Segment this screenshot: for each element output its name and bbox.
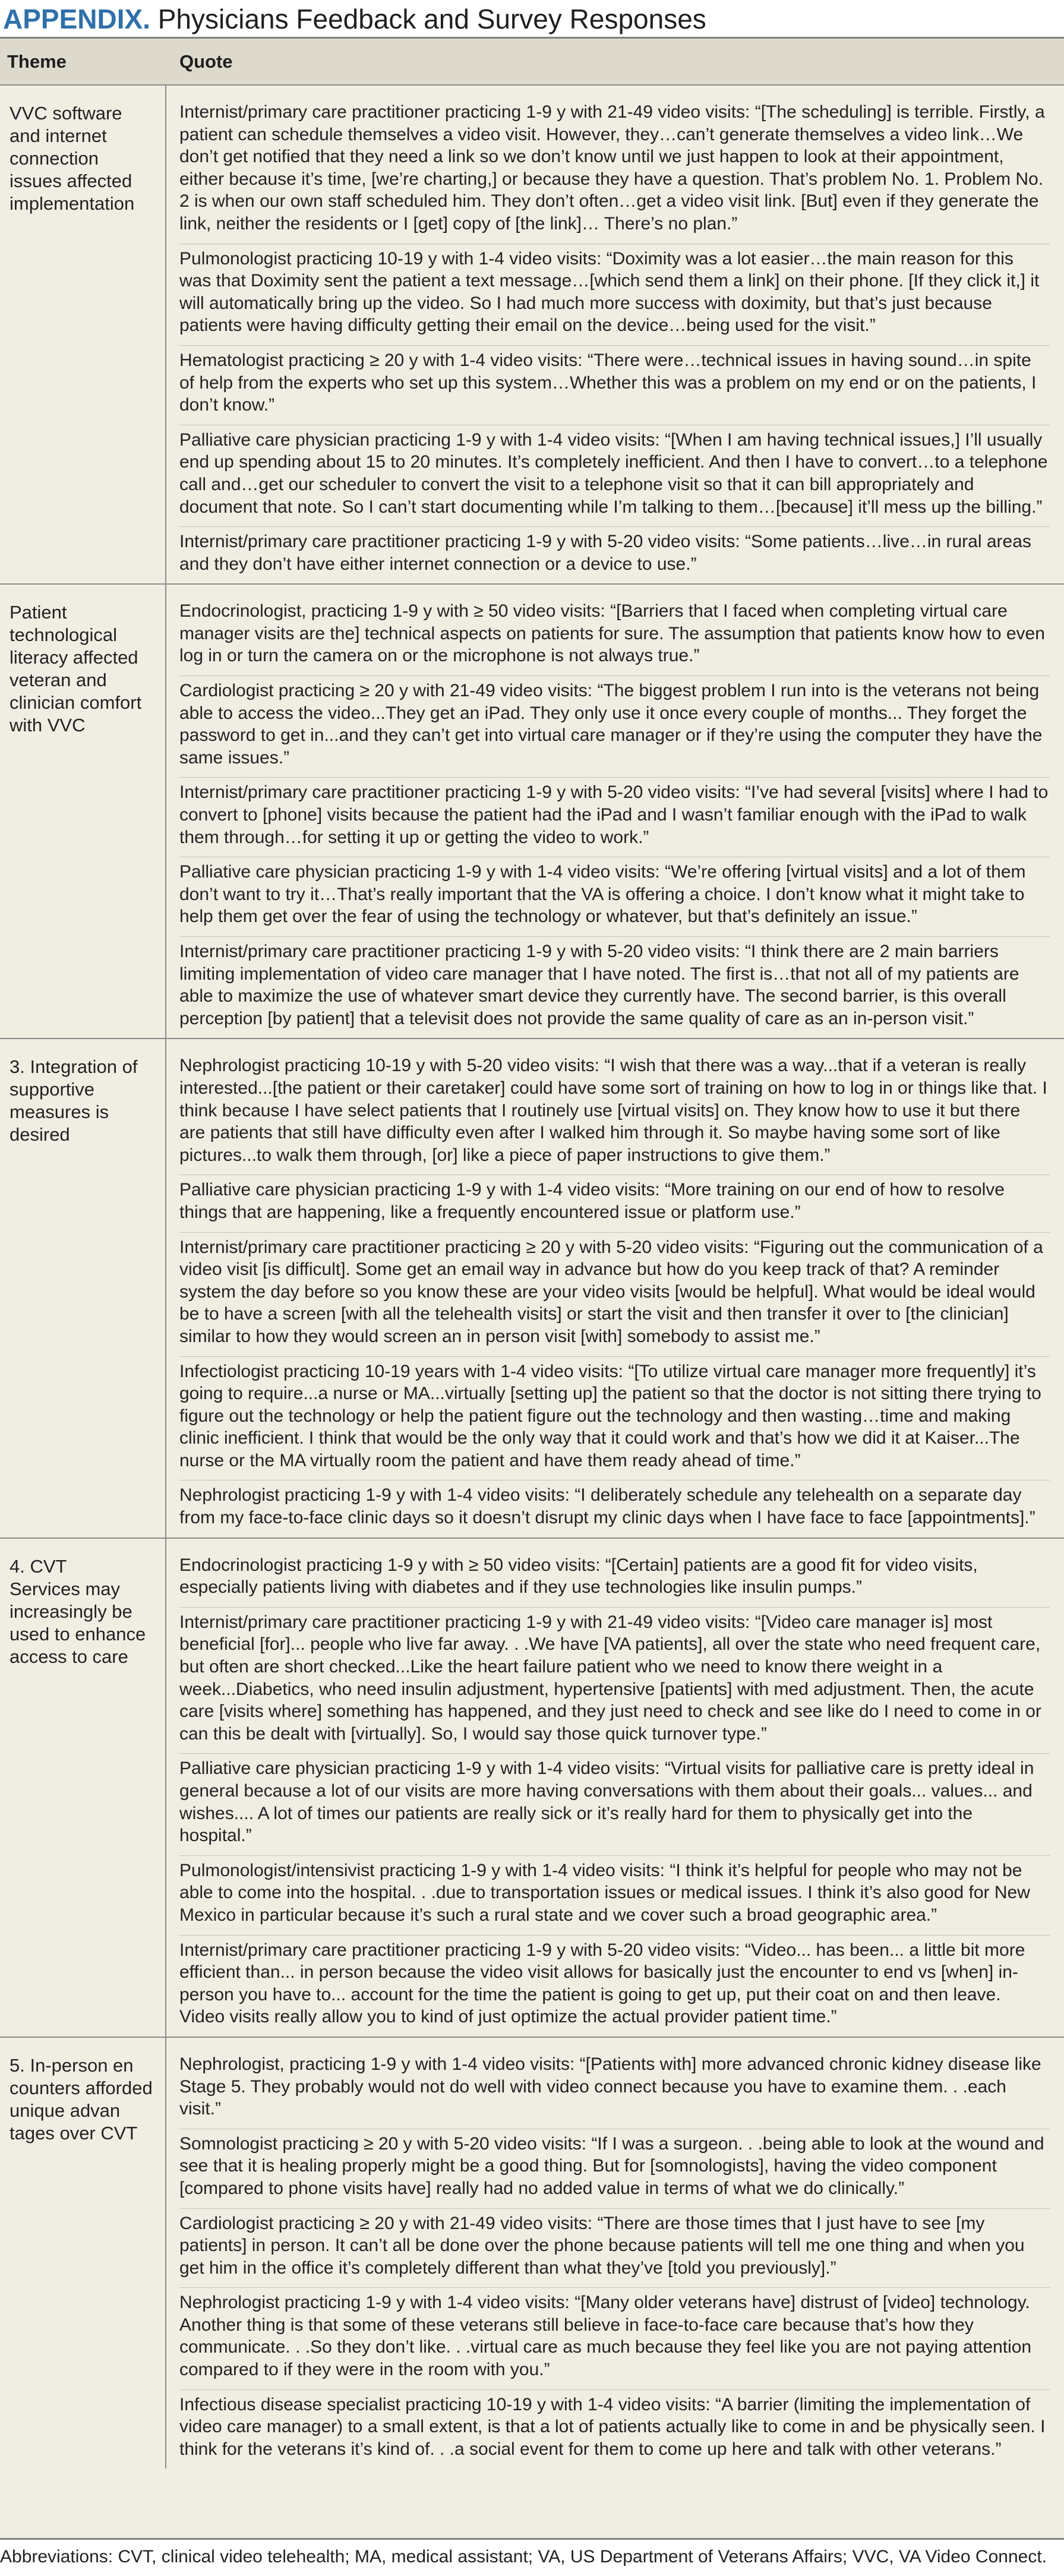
quote-text: Internist/primary care practitioner practicing ≥ 20 y with 5-20 video visits: “Figuring out the communication of a video visit [is difficult]. Some get an email way in advance but how do you keep track of that? A reminder system the day before so you know these are your video visits [would be helpful]. What would be ideal would be to have a screen [with all the telehealth visits] or start the visit and then transfer it over to [the clinician] similar to how they would screen an in person visit [with] somebody to assist me.”	[179, 1233, 1050, 1357]
theme-cell: 3. Integration of supportive measures is desired	[0, 1039, 166, 1537]
quote-text: Internist/primary care practitioner practicing 1-9 y with 5-20 video visits: “I’ve had several [visits] where I had to convert to [phone] visits because the patient had the iPad and I wasn’t familiar enough with the iPad to walk them through…for setting it up or getting the video to work.”	[179, 778, 1050, 857]
quotes-cell	[166, 86, 1064, 583]
table-row	[0, 2038, 1064, 2469]
quote-text: Cardiologist practicing ≥ 20 y with 21-49 video visits: “There are those times that I just have to see [my patients] in person. It can’t all be done over the phone because patients will tell me one thing and when you get him in the office it’s completely different than what they’ve [told you previously].”	[179, 2209, 1050, 2288]
quote-text: Palliative care physician practicing 1-9 y with 1-4 video visits: “[When I am having technical issues,] I’ll usually end up spending about 15 to 20 minutes. It’s completely inefficient. And then I have to convert…to a telephone call and…get our scheduler to convert the visit to a telephone visit so that it can bill appropriately and document that note. So I can’t start documenting while I’m talking to them…[because] it’ll mess up the billing.”	[179, 425, 1050, 527]
quotes-cell	[166, 585, 1064, 1038]
quote-text: Nephrologist, practicing 1-9 y with 1-4 video visits: “[Patients with] more advanced chronic kidney disease like Stage 5. They probably would not do well with video connect because you have to examine them. . .each visit.”	[179, 2050, 1050, 2129]
column-header-quote: Quote	[179, 50, 233, 72]
title-text: Physicians Feedback and Survey Responses	[157, 4, 706, 34]
quotes-cell	[166, 1039, 1064, 1537]
quotes-cell	[166, 2038, 1064, 2469]
table-row	[0, 585, 1064, 1039]
page-title	[3, 2, 706, 36]
table-row	[0, 1539, 1064, 2038]
quote-text: Internist/primary care practitioner practicing 1-9 y with 21-49 video visits: “[Video care manager is] most beneficial [for]... people who live far away. . .We have [VA patients], all over the state who need frequent care, but often are short checked...Like the heart failure patient who we need to know there weight in a week...Diabetics, who need insulin adjustment, hypertensive [patients] with med adjustment. Then, the acute care [visits where] something has happened, and they just need to check and see like do I need to come in or can this be dealt with [virtually]. So, I would say those quick turnover type.”	[179, 1608, 1050, 1754]
quote-text: Nephrologist practicing 1-9 y with 1-4 video visits: “[Many older veterans have] distrust of [video] technology. Another thing is that some of these veterans still believe in face-to-face care because that’s how they communicate. . .So they don’t like. . .virtual care as much because they feel like you are not paying attention compared to if they were in the room with you.”	[179, 2288, 1050, 2389]
table-header	[0, 39, 1064, 86]
quote-text: Palliative care physician practicing 1-9 y with 1-4 video visits: “Virtual visits for palliative care is pretty ideal in general because a lot of our visits are more having conversations with them about their goals... values... and wishes.... A lot of times our patients are really sick or it’s really hard for them to physically get into the hospital.”	[179, 1754, 1050, 1855]
quotes-cell	[166, 1539, 1064, 2037]
quote-text: Internist/primary care practitioner practicing 1-9 y with 5-20 video visits: “I think there are 2 main barriers limiting implementation of video care manager that I have noted. The first is…that not all of my patients are able to maximize the use of whatever smart device they currently have. The second barrier, is this overall perception [by patient] that a televisit does not provide the same quality of care as an in-person visit.”	[179, 942, 1019, 1028]
quote-text: Somnologist practicing ≥ 20 y with 5-20 video visits: “If I was a surgeon. . .being able to look at the wound and see that it is healing properly might be a good thing. But for [somnologists], having the video component [compared to phone visits have] really had no added value in terms of what we do clinically.”	[179, 2129, 1050, 2209]
theme-cell: 4. CVT Services may increasingly be used to enhance access to care	[0, 1539, 166, 2037]
quote-text: Endocrinologist, practicing 1-9 y with ≥ 50 video visits: “[Barriers that I faced when completing virtual care manager visits are the] technical aspects on patients for sure. The assumption that patients know how to even log in or turn the camera on or the microphone is not always true.”	[179, 596, 1050, 676]
theme-cell: Patient technological literacy affected veteran and clinician comfort with VVC	[0, 585, 166, 1038]
quote-text: Palliative care physician practicing 1-9 y with 1-4 video visits: “We’re offering [virtual visits] and a lot of them don’t want to try it…That’s really important that the VA is offering a choice. I don’t know what it might take to help them get over the fear of using the technology or whatever, but that’s definitely an issue.”	[179, 857, 1050, 937]
theme-cell: 5. In-person en counters afforded unique advan tages over CVT	[0, 2038, 166, 2469]
appendix-label: APPENDIX.	[3, 4, 150, 34]
table-body	[0, 86, 1064, 2468]
quote-text: Endocrinologist practicing 1-9 y with ≥ 50 video visits: “[Certain] patients are a good fit for video visits, especially patients living with diabetes and if they use technologies like insulin pumps.”	[179, 1551, 1050, 1608]
quote-text: Nephrologist practicing 1-9 y with 1-4 video visits: “I deliberately schedule any telehealth on a separate day from my face-to-face clinic days so it doesn’t disrupt my clinic days when I have face to face [appointments].”	[179, 1485, 1035, 1528]
quote-text: Infectiologist practicing 10-19 years with 1-4 video visits: “[To utilize virtual care manager more frequently] it’s going to require...a nurse or MA...virtually [setting up] the patient so that the doctor is not sitting there trying to figure out the technology or help the patient figure out the technology and then wasting…time and making clinic inefficient. I think that would be the only way that it could work and that’s how we did it at Kaiser...The nurse or the MA virtually room the patient and have them ready ahead of time.”	[179, 1357, 1050, 1481]
quote-text: Nephrologist practicing 10-19 y with 5-20 video visits: “I wish that there was a way...that if a veteran is really interested...[the patient or their caretaker] could have some sort of training on how to log in or things like that. I think because I have select patients that I routinely use [virtual visits] on. They know how to use it but there are patients that still have difficulty even after I walked him through it. So maybe having some sort of like pictures...to walk them through, [or] like a piece of paper instructions to give them.”	[179, 1051, 1050, 1175]
theme-cell: VVC software and internet connection issues affected implementation	[0, 86, 166, 583]
abbreviations-note: Abbreviations: CVT, clinical video telehealth; MA, medical assistant; VA, US Department of Veterans Affairs; VVC, VA Video Connect.	[0, 2547, 1047, 2566]
quote-text: Hematologist practicing ≥ 20 y with 1-4 video visits: “There were…technical issues in having sound…in spite of help from the experts who set up this system…Whether this was a problem on my end or on the patients, I don’t know.”	[179, 346, 1050, 425]
table-row	[0, 1039, 1064, 1538]
quote-text: Internist/primary care practitioner practicing 1-9 y with 5-20 video visits: “Some patients…live…in rural areas and they don’t have either internet connection or a device to use.”	[179, 532, 1031, 574]
quote-text: Internist/primary care practitioner practicing 1-9 y with 21-49 video visits: “[The scheduling] is terrible. Firstly, a patient can schedule themselves a video visit. However, they…can’t generate themselves a video link…We don’t get notified that they need a link so we don’t know until we just happen to look at their appointment, either because it’s time, [we’re charting,] or because they have a question. That’s problem No. 1. Problem No. 2 is when our own staff scheduled him. They don’t often…get a video visit link. [But] even if they generate the link, neither the residents or I [get] copy of [the link]… There’s no plan.”	[179, 97, 1050, 244]
quote-text: Pulmonologist practicing 10-19 y with 1-4 video visits: “Doximity was a lot easier…the main reason for this was that Doximity sent the patient a text message…[which send them a link] on their phone. [If they click it,] it will automatically bring up the video. So I had much more success with doximity, but that’s just because patients were having difficulty getting their email on the device…being used for the visit.”	[179, 244, 1050, 346]
quote-text: Palliative care physician practicing 1-9 y with 1-4 video visits: “More training on our end of how to resolve things that are happening, like a frequently encountered issue or platform use.”	[179, 1175, 1050, 1232]
quote-text: Internist/primary care practitioner practicing 1-9 y with 5-20 video visits: “Video... has been... a little bit more efficient than... in person because the video visit allows for basically just the encounter to end vs [when] in-person you have to... account for the time the patient is going to get up, put their coat on and then leave. Video visits really allow you to kind of just optimize the actual provider patient time.”	[179, 1940, 1025, 2027]
table-row	[0, 86, 1064, 585]
quote-text: Cardiologist practicing ≥ 20 y with 21-49 video visits: “The biggest problem I run into is the veterans not being able to access the video...They get an iPad. They only use it once every couple of months... They forget the password to get in...and they can’t get into virtual care manager or if they’re using the computer they have the same issues.”	[179, 676, 1050, 778]
quote-text: Infectious disease specialist practicing 10-19 y with 1-4 video visits: “A barrier (limiting the implementation of video care manager) to a small extent, is that a lot of patients actually like to come in and be physically seen. I think for the veterans it’s kind of. . .a social event for them to come up here and talk with other veterans.”	[179, 2394, 1046, 2459]
feedback-table	[0, 37, 1064, 2540]
column-header-theme: Theme	[7, 50, 67, 72]
quote-text: Pulmonologist/intensivist practicing 1-9 y with 1-4 video visits: “I think it’s helpful for people who may not be able to come into the hospital. . .due to transportation issues or medical issues. I think it’s also good for New Mexico in particular because it’s such a rural state and we cover such a broad geographic area.”	[179, 1856, 1050, 1936]
